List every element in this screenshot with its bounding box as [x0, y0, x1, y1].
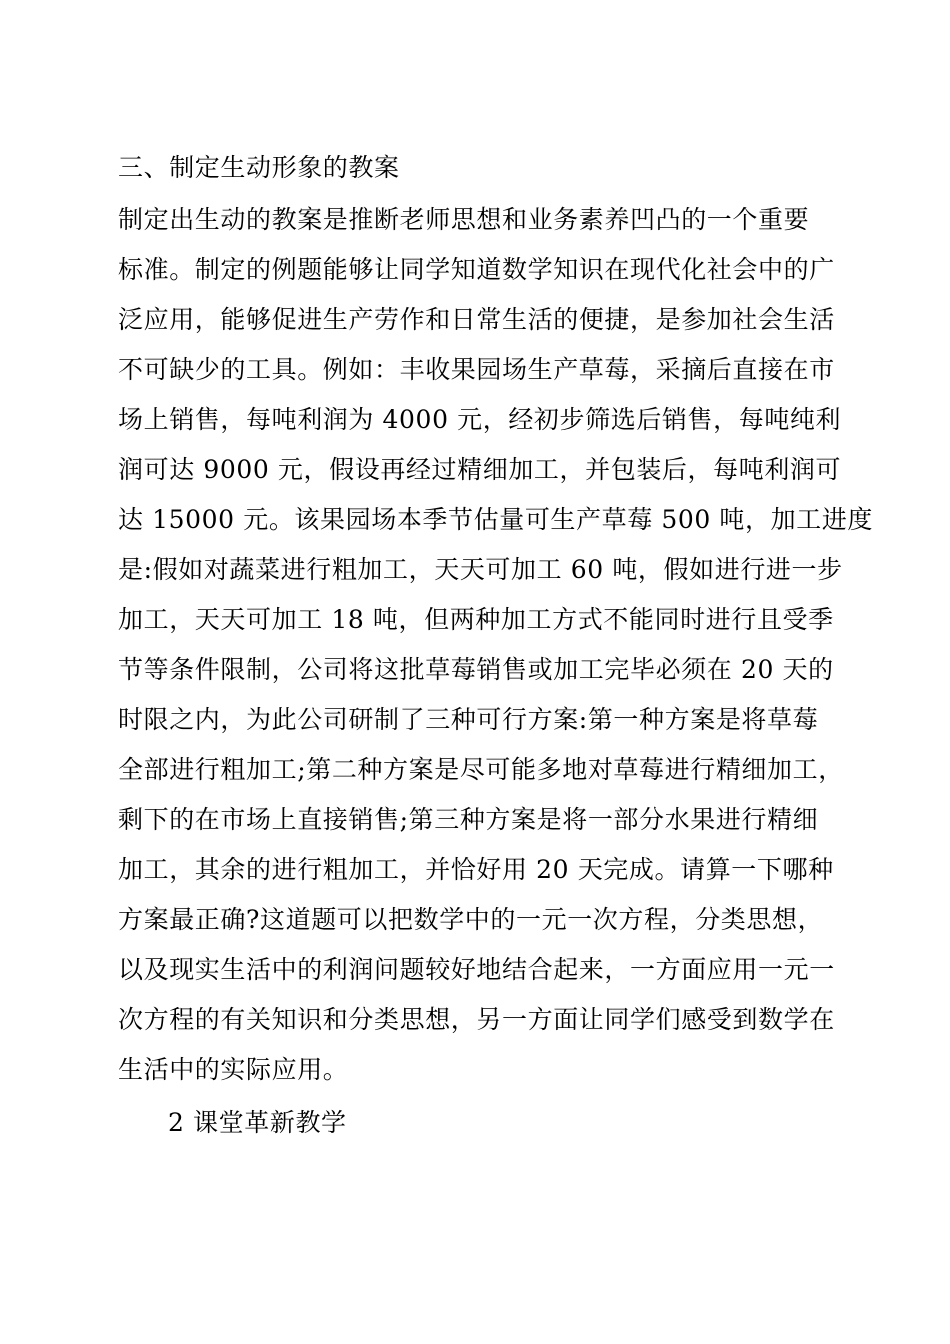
subheading: 2 课堂革新教学 — [168, 1108, 347, 1137]
paragraph-line: 剩下的在市场上直接销售;第三种方案是将一部分水果进行精细 — [118, 805, 819, 834]
paragraph-line: 加工，其余的进行粗加工，并恰好用 20 天完成。请算一下哪种 — [118, 855, 834, 884]
paragraph-line: 方案最正确?这道题可以把数学中的一元一次方程，分类思想， — [118, 905, 824, 934]
paragraph-line: 是:假如对蔬菜进行粗加工，天天可加工 60 吨，假如进行进一步 — [118, 555, 843, 584]
paragraph-line: 以及现实生活中的利润问题较好地结合起来，一方面应用一元一 — [118, 955, 835, 984]
paragraph-line: 泛应用，能够促进生产劳作和日常生活的便捷，是参加社会生活 — [118, 305, 835, 334]
paragraph-line: 不可缺少的工具。例如：丰收果园场生产草莓，采摘后直接在市 — [118, 355, 835, 384]
section-heading: 三、制定生动形象的教案 — [118, 153, 400, 182]
paragraph-line: 全部进行粗加工;第二种方案是尽可能多地对草莓进行精细加工， — [118, 755, 844, 784]
paragraph-line: 节等条件限制，公司将这批草莓销售或加工完毕必须在 20 天的 — [118, 655, 834, 684]
paragraph-line: 场上销售，每吨利润为 4000 元，经初步筛选后销售，每吨纯利 — [118, 405, 842, 434]
paragraph-line: 标准。制定的例题能够让同学知道数学知识在现代化社会中的广 — [118, 255, 835, 284]
paragraph-line: 生活中的实际应用。 — [118, 1055, 349, 1084]
paragraph-line: 加工，天天可加工 18 吨，但两种加工方式不能同时进行且受季 — [118, 605, 834, 634]
paragraph-line: 时限之内，为此公司研制了三种可行方案:第一种方案是将草莓 — [118, 705, 819, 734]
paragraph-line: 润可达 9000 元，假设再经过精细加工，并包装后，每吨利润可 — [118, 455, 842, 484]
paragraph-line: 达 15000 元。该果园场本季节估量可生产草莓 500 吨，加工进度 — [118, 505, 874, 534]
paragraph-line: 次方程的有关知识和分类思想，另一方面让同学们感受到数学在 — [118, 1005, 835, 1034]
paragraph-line: 制定出生动的教案是推断老师思想和业务素养凹凸的一个重要 — [118, 205, 810, 234]
